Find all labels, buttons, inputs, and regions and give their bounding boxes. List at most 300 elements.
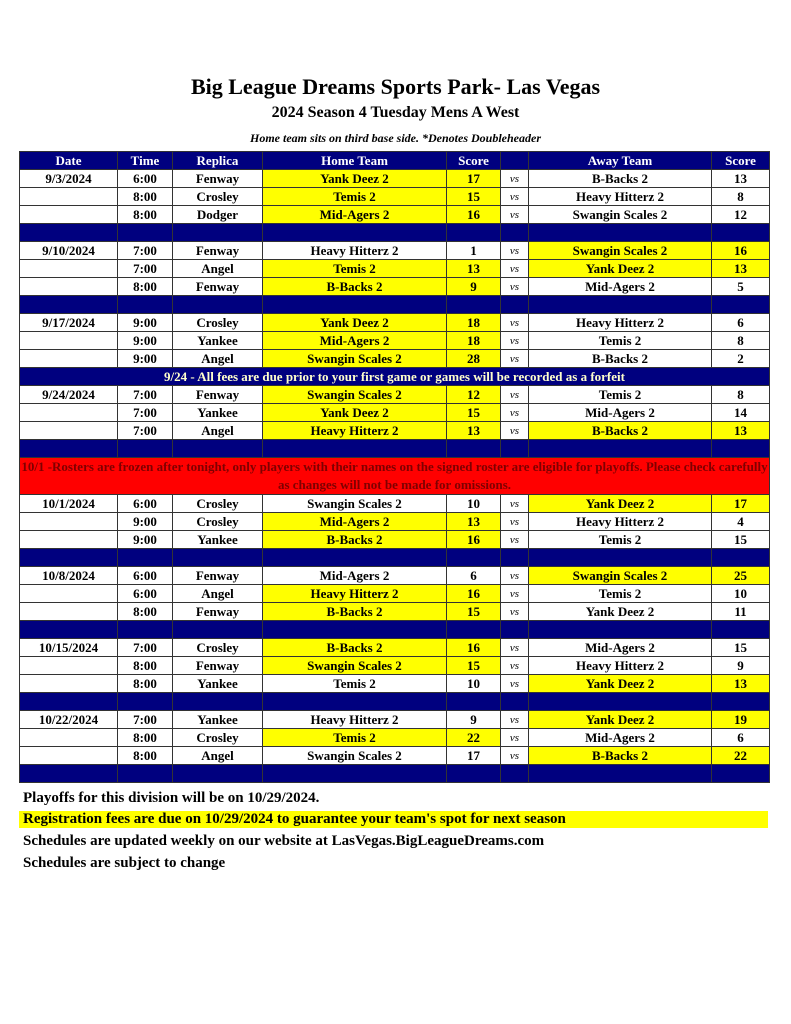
divider-cell	[263, 224, 447, 242]
home-score: 6	[447, 567, 501, 585]
game-time: 6:00	[118, 585, 173, 603]
game-time: 8:00	[118, 603, 173, 621]
game-replica: Fenway	[173, 657, 263, 675]
page-title: Big League Dreams Sports Park- Las Vegas	[190, 74, 601, 99]
game-time: 8:00	[118, 188, 173, 206]
game-replica: Yankee	[173, 404, 263, 422]
game-replica: Angel	[173, 585, 263, 603]
away-score: 14	[712, 404, 770, 422]
game-replica: Dodger	[173, 206, 263, 224]
column-header: Score	[447, 152, 501, 170]
home-score: 9	[447, 711, 501, 729]
game-replica: Fenway	[173, 170, 263, 188]
game-replica: Angel	[173, 747, 263, 765]
away-score: 13	[712, 260, 770, 278]
game-row	[20, 260, 770, 278]
game-time: 9:00	[118, 314, 173, 332]
home-score: 16	[447, 531, 501, 549]
divider-cell	[529, 693, 712, 711]
game-time: 6:00	[118, 170, 173, 188]
game-row	[20, 711, 770, 729]
divider-cell	[529, 549, 712, 567]
game-replica: Angel	[173, 422, 263, 440]
registration-note: Registration fees are due on 10/29/2024 to guarantee your team's spot for next season	[19, 811, 768, 828]
away-team: Heavy Hitterz 2	[529, 657, 712, 675]
divider-cell	[712, 765, 770, 783]
vs-label: vs	[501, 603, 529, 621]
home-team: B-Backs 2	[263, 278, 447, 296]
notice-row	[20, 458, 770, 495]
away-team: Mid-Agers 2	[529, 639, 712, 657]
game-time: 7:00	[118, 639, 173, 657]
divider-cell	[20, 693, 118, 711]
home-team: Mid-Agers 2	[263, 332, 447, 350]
vs-label: vs	[501, 747, 529, 765]
week-divider	[20, 296, 770, 314]
home-team: Yank Deez 2	[263, 404, 447, 422]
vs-label: vs	[501, 314, 529, 332]
game-time: 7:00	[118, 242, 173, 260]
game-date: 9/3/2024	[20, 170, 118, 188]
away-score: 8	[712, 386, 770, 404]
home-score: 15	[447, 603, 501, 621]
away-team: Mid-Agers 2	[529, 404, 712, 422]
divider-cell	[263, 621, 447, 639]
game-row	[20, 567, 770, 585]
divider-cell	[447, 621, 501, 639]
game-date: 10/22/2024	[20, 711, 118, 729]
divider-cell	[20, 296, 118, 314]
column-header: Date	[20, 152, 118, 170]
game-replica: Yankee	[173, 531, 263, 549]
game-date: 10/8/2024	[20, 567, 118, 585]
game-row	[20, 278, 770, 296]
vs-label: vs	[501, 188, 529, 206]
vs-label: vs	[501, 350, 529, 368]
home-score: 15	[447, 657, 501, 675]
home-team: Mid-Agers 2	[263, 567, 447, 585]
away-score: 15	[712, 639, 770, 657]
game-date: 9/17/2024	[20, 314, 118, 332]
game-date	[20, 531, 118, 549]
divider-cell	[20, 621, 118, 639]
divider-cell	[173, 549, 263, 567]
away-score: 6	[712, 314, 770, 332]
game-time: 7:00	[118, 404, 173, 422]
divider-cell	[447, 224, 501, 242]
home-team: Swangin Scales 2	[263, 495, 447, 513]
home-team: Yank Deez 2	[263, 314, 447, 332]
column-header: Time	[118, 152, 173, 170]
home-team: Yank Deez 2	[263, 170, 447, 188]
divider-cell	[173, 296, 263, 314]
table-header	[20, 152, 770, 170]
game-replica: Yankee	[173, 675, 263, 693]
divider-cell	[447, 765, 501, 783]
home-team-note: Home team sits on third base side. *Denotes Doubleheader	[250, 131, 541, 145]
game-time: 6:00	[118, 495, 173, 513]
away-score: 5	[712, 278, 770, 296]
home-score: 1	[447, 242, 501, 260]
game-time: 9:00	[118, 350, 173, 368]
divider-cell	[712, 621, 770, 639]
week-divider	[20, 549, 770, 567]
notice-row	[20, 368, 770, 386]
divider-cell	[173, 621, 263, 639]
divider-cell	[712, 693, 770, 711]
divider-cell	[501, 440, 529, 458]
away-score: 11	[712, 603, 770, 621]
divider-cell	[173, 224, 263, 242]
divider-cell	[447, 693, 501, 711]
game-time: 8:00	[118, 278, 173, 296]
vs-label: vs	[501, 729, 529, 747]
home-team: B-Backs 2	[263, 603, 447, 621]
divider-cell	[20, 765, 118, 783]
home-team: B-Backs 2	[263, 531, 447, 549]
game-date: 9/10/2024	[20, 242, 118, 260]
game-date	[20, 422, 118, 440]
week-divider	[20, 693, 770, 711]
away-team: Temis 2	[529, 386, 712, 404]
game-replica: Yankee	[173, 332, 263, 350]
away-team: Mid-Agers 2	[529, 278, 712, 296]
divider-cell	[447, 549, 501, 567]
vs-label: vs	[501, 585, 529, 603]
home-team: Mid-Agers 2	[263, 206, 447, 224]
away-team: Heavy Hitterz 2	[529, 314, 712, 332]
column-header: Score	[712, 152, 770, 170]
game-date	[20, 585, 118, 603]
game-replica: Crosley	[173, 495, 263, 513]
away-team: Yank Deez 2	[529, 711, 712, 729]
game-time: 7:00	[118, 260, 173, 278]
away-score: 19	[712, 711, 770, 729]
game-date	[20, 278, 118, 296]
subject-to-change-note: Schedules are subject to change	[23, 855, 226, 871]
page-subtitle: 2024 Season 4 Tuesday Mens A West	[271, 104, 520, 121]
away-team: Yank Deez 2	[529, 260, 712, 278]
week-divider	[20, 440, 770, 458]
home-score: 16	[447, 585, 501, 603]
vs-label: vs	[501, 531, 529, 549]
home-team: Swangin Scales 2	[263, 386, 447, 404]
divider-cell	[263, 440, 447, 458]
home-score: 15	[447, 404, 501, 422]
game-date	[20, 332, 118, 350]
game-replica: Angel	[173, 350, 263, 368]
divider-cell	[712, 224, 770, 242]
home-team: Heavy Hitterz 2	[263, 711, 447, 729]
divider-cell	[529, 621, 712, 639]
week-divider	[20, 621, 770, 639]
vs-label: vs	[501, 567, 529, 585]
home-score: 17	[447, 747, 501, 765]
game-time: 8:00	[118, 675, 173, 693]
away-team: Temis 2	[529, 531, 712, 549]
vs-label: vs	[501, 170, 529, 188]
home-team: Swangin Scales 2	[263, 747, 447, 765]
game-replica: Crosley	[173, 729, 263, 747]
vs-label: vs	[501, 206, 529, 224]
playoffs-note: Playoffs for this division will be on 10/29/2024.	[23, 790, 320, 806]
away-team: Swangin Scales 2	[529, 242, 712, 260]
vs-label: vs	[501, 278, 529, 296]
game-time: 9:00	[118, 531, 173, 549]
game-row	[20, 585, 770, 603]
game-row	[20, 422, 770, 440]
away-team: Yank Deez 2	[529, 675, 712, 693]
divider-cell	[529, 440, 712, 458]
away-team: B-Backs 2	[529, 170, 712, 188]
game-date	[20, 206, 118, 224]
game-replica: Crosley	[173, 513, 263, 531]
divider-cell	[118, 765, 173, 783]
home-team: Temis 2	[263, 729, 447, 747]
column-header: Away Team	[529, 152, 712, 170]
away-team: Temis 2	[529, 332, 712, 350]
home-score: 15	[447, 188, 501, 206]
game-replica: Yankee	[173, 711, 263, 729]
divider-cell	[173, 765, 263, 783]
divider-cell	[501, 765, 529, 783]
game-date	[20, 260, 118, 278]
game-date	[20, 188, 118, 206]
away-score: 4	[712, 513, 770, 531]
game-row	[20, 729, 770, 747]
away-score: 15	[712, 531, 770, 549]
game-time: 8:00	[118, 747, 173, 765]
game-date: 10/1/2024	[20, 495, 118, 513]
away-score: 13	[712, 675, 770, 693]
home-score: 16	[447, 206, 501, 224]
website-note: Schedules are updated weekly on our website at LasVegas.BigLeagueDreams.com	[23, 833, 545, 849]
home-score: 18	[447, 314, 501, 332]
game-replica: Fenway	[173, 278, 263, 296]
home-score: 22	[447, 729, 501, 747]
week-divider	[20, 224, 770, 242]
game-date	[20, 729, 118, 747]
game-time: 9:00	[118, 513, 173, 531]
away-score: 8	[712, 188, 770, 206]
away-team: B-Backs 2	[529, 747, 712, 765]
game-replica: Crosley	[173, 314, 263, 332]
game-row	[20, 495, 770, 513]
week-divider	[20, 765, 770, 783]
vs-label: vs	[501, 657, 529, 675]
away-team: Temis 2	[529, 585, 712, 603]
game-row	[20, 350, 770, 368]
divider-cell	[263, 549, 447, 567]
game-date	[20, 513, 118, 531]
game-replica: Crosley	[173, 639, 263, 657]
game-time: 7:00	[118, 422, 173, 440]
home-score: 18	[447, 332, 501, 350]
game-replica: Fenway	[173, 386, 263, 404]
divider-cell	[501, 296, 529, 314]
vs-label: vs	[501, 639, 529, 657]
away-score: 6	[712, 729, 770, 747]
away-score: 22	[712, 747, 770, 765]
game-row	[20, 675, 770, 693]
divider-cell	[501, 224, 529, 242]
game-row	[20, 242, 770, 260]
away-score: 2	[712, 350, 770, 368]
game-time: 8:00	[118, 657, 173, 675]
game-time: 8:00	[118, 206, 173, 224]
away-team: Heavy Hitterz 2	[529, 513, 712, 531]
divider-cell	[712, 296, 770, 314]
game-row	[20, 170, 770, 188]
game-row	[20, 206, 770, 224]
game-row	[20, 657, 770, 675]
divider-cell	[173, 440, 263, 458]
divider-cell	[263, 296, 447, 314]
divider-cell	[447, 440, 501, 458]
vs-label: vs	[501, 513, 529, 531]
away-score: 16	[712, 242, 770, 260]
divider-cell	[118, 693, 173, 711]
away-team: B-Backs 2	[529, 422, 712, 440]
divider-cell	[173, 693, 263, 711]
vs-label: vs	[501, 260, 529, 278]
game-time: 9:00	[118, 332, 173, 350]
home-team: Swangin Scales 2	[263, 657, 447, 675]
away-score: 17	[712, 495, 770, 513]
divider-cell	[712, 549, 770, 567]
game-row	[20, 332, 770, 350]
home-team: Temis 2	[263, 675, 447, 693]
home-team: Heavy Hitterz 2	[263, 422, 447, 440]
away-team: Swangin Scales 2	[529, 567, 712, 585]
divider-cell	[263, 765, 447, 783]
schedule-table	[19, 151, 770, 783]
game-replica: Crosley	[173, 188, 263, 206]
divider-cell	[712, 440, 770, 458]
home-team: Heavy Hitterz 2	[263, 585, 447, 603]
divider-cell	[20, 549, 118, 567]
away-score: 13	[712, 422, 770, 440]
home-score: 17	[447, 170, 501, 188]
divider-cell	[118, 621, 173, 639]
divider-cell	[118, 296, 173, 314]
game-date	[20, 657, 118, 675]
column-header: Home Team	[263, 152, 447, 170]
game-replica: Fenway	[173, 603, 263, 621]
notice-text: 10/1 -Rosters are frozen after tonight, only players with their names on the signed roster are eligible for playoffs. Please check carefully as changes will not be made for omissions.	[20, 458, 770, 495]
home-score: 13	[447, 422, 501, 440]
divider-cell	[529, 224, 712, 242]
divider-cell	[501, 621, 529, 639]
home-score: 10	[447, 495, 501, 513]
divider-cell	[118, 440, 173, 458]
game-date	[20, 675, 118, 693]
game-time: 6:00	[118, 567, 173, 585]
game-row	[20, 639, 770, 657]
vs-label: vs	[501, 422, 529, 440]
vs-label: vs	[501, 242, 529, 260]
game-date	[20, 747, 118, 765]
away-team: Mid-Agers 2	[529, 729, 712, 747]
home-team: Temis 2	[263, 188, 447, 206]
divider-cell	[447, 296, 501, 314]
home-team: Mid-Agers 2	[263, 513, 447, 531]
game-date	[20, 603, 118, 621]
home-score: 13	[447, 513, 501, 531]
game-row	[20, 188, 770, 206]
vs-label: vs	[501, 495, 529, 513]
away-score: 8	[712, 332, 770, 350]
vs-label: vs	[501, 404, 529, 422]
game-time: 8:00	[118, 729, 173, 747]
away-team: B-Backs 2	[529, 350, 712, 368]
game-row	[20, 314, 770, 332]
divider-cell	[529, 296, 712, 314]
home-score: 16	[447, 639, 501, 657]
column-header: Replica	[173, 152, 263, 170]
divider-cell	[529, 765, 712, 783]
vs-label: vs	[501, 711, 529, 729]
game-row	[20, 513, 770, 531]
vs-label: vs	[501, 675, 529, 693]
home-team: B-Backs 2	[263, 639, 447, 657]
away-score: 13	[712, 170, 770, 188]
away-team: Heavy Hitterz 2	[529, 188, 712, 206]
away-score: 25	[712, 567, 770, 585]
divider-cell	[20, 440, 118, 458]
home-score: 9	[447, 278, 501, 296]
notice-text: 9/24 - All fees are due prior to your first game or games will be recorded as a forfeit	[20, 368, 770, 386]
game-replica: Angel	[173, 260, 263, 278]
divider-cell	[118, 549, 173, 567]
away-score: 12	[712, 206, 770, 224]
divider-cell	[118, 224, 173, 242]
divider-cell	[501, 693, 529, 711]
away-team: Yank Deez 2	[529, 495, 712, 513]
vs-label: vs	[501, 332, 529, 350]
home-team: Temis 2	[263, 260, 447, 278]
game-time: 7:00	[118, 711, 173, 729]
game-date	[20, 404, 118, 422]
home-score: 13	[447, 260, 501, 278]
game-row	[20, 603, 770, 621]
away-team: Yank Deez 2	[529, 603, 712, 621]
game-date	[20, 350, 118, 368]
home-team: Swangin Scales 2	[263, 350, 447, 368]
divider-cell	[501, 549, 529, 567]
away-score: 9	[712, 657, 770, 675]
home-team: Heavy Hitterz 2	[263, 242, 447, 260]
game-row	[20, 747, 770, 765]
game-replica: Fenway	[173, 242, 263, 260]
game-date: 9/24/2024	[20, 386, 118, 404]
home-score: 12	[447, 386, 501, 404]
divider-cell	[20, 224, 118, 242]
game-date: 10/15/2024	[20, 639, 118, 657]
home-score: 28	[447, 350, 501, 368]
away-team: Swangin Scales 2	[529, 206, 712, 224]
game-row	[20, 531, 770, 549]
divider-cell	[263, 693, 447, 711]
home-score: 10	[447, 675, 501, 693]
vs-label: vs	[501, 386, 529, 404]
game-replica: Fenway	[173, 567, 263, 585]
game-time: 7:00	[118, 386, 173, 404]
away-score: 10	[712, 585, 770, 603]
game-row	[20, 404, 770, 422]
game-row	[20, 386, 770, 404]
column-header	[501, 152, 529, 170]
